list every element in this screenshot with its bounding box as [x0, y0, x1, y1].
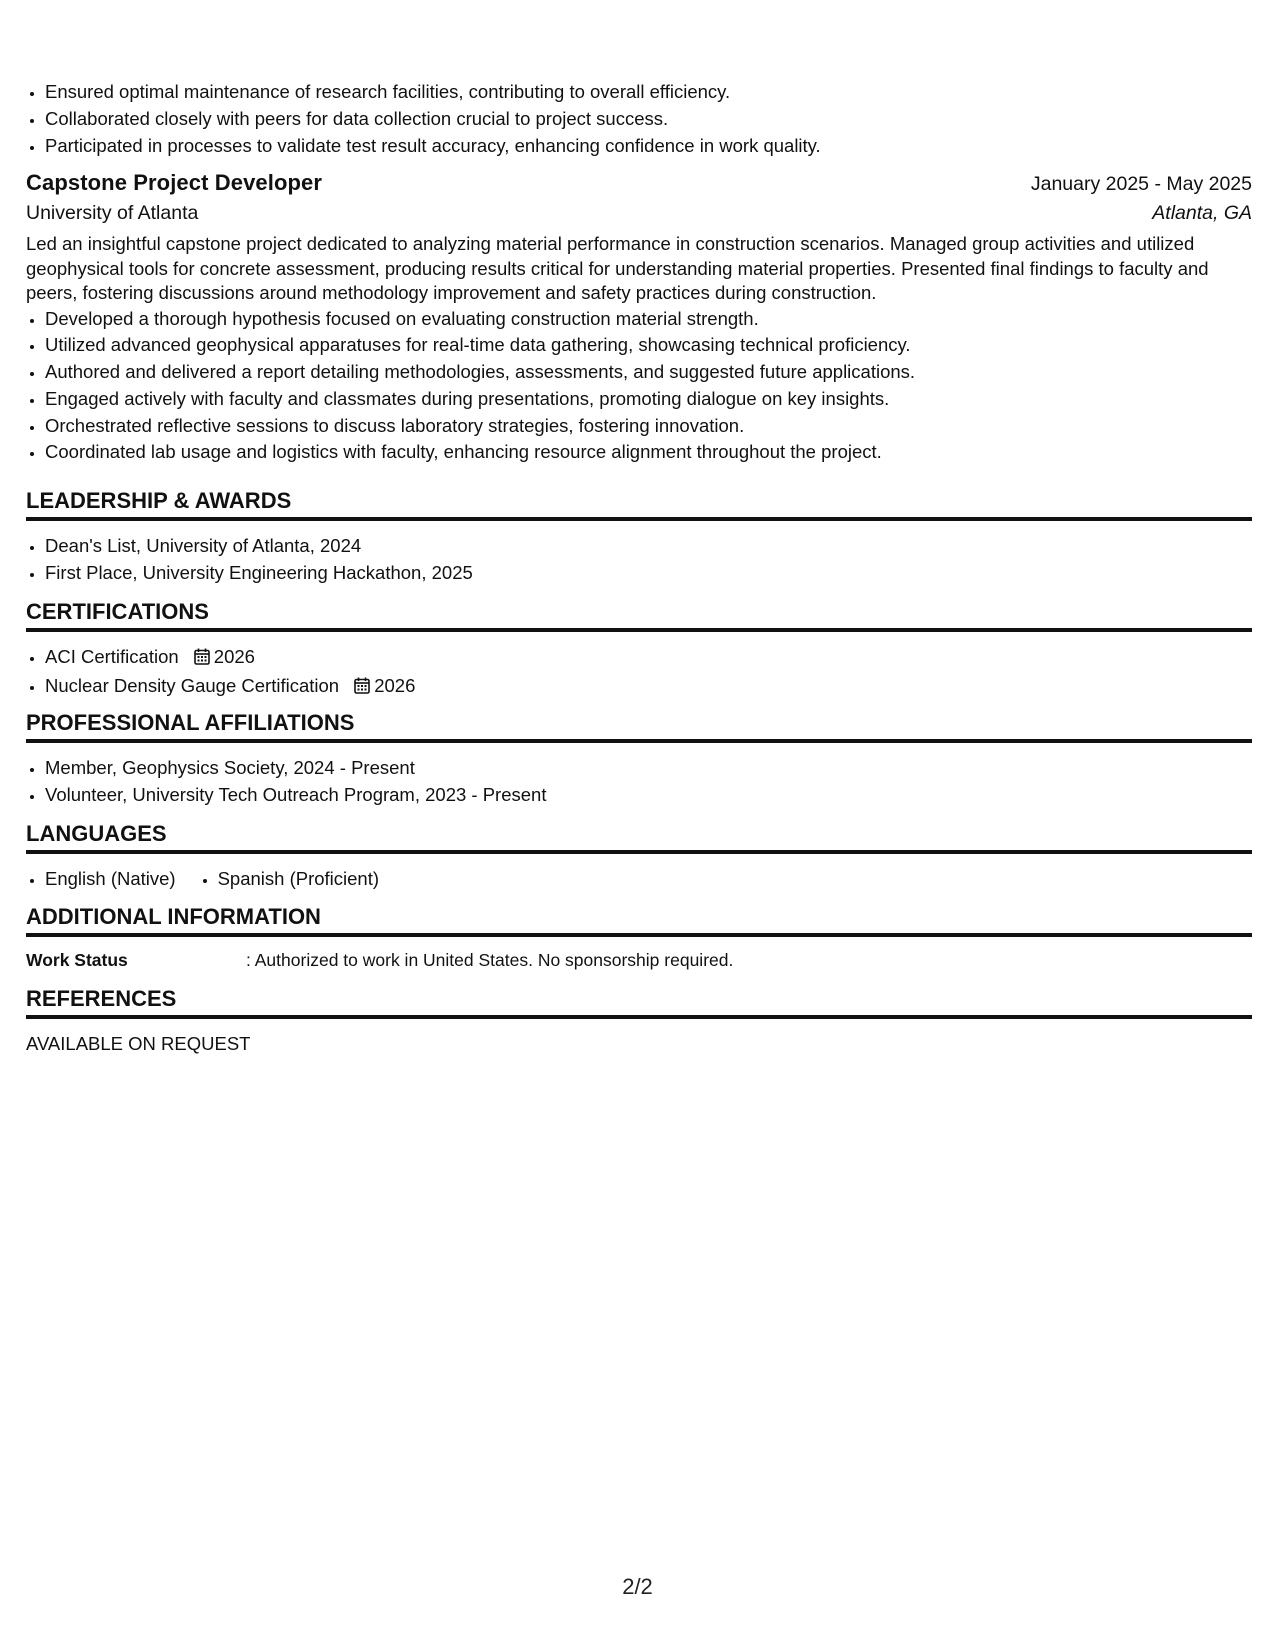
certification-item: [45, 643, 1271, 672]
work-status-row: [26, 950, 1252, 971]
list-item: • English (Native): [45, 865, 176, 892]
list-item: • Participated in processes to validate test result accuracy, enhancing confidence in work quality.: [45, 132, 1271, 159]
work-status-label: Work Status: [26, 950, 128, 970]
job-title: Capstone Project Developer: [26, 170, 323, 195]
calendar-icon: [354, 674, 370, 701]
references-text: AVAILABLE ON REQUEST: [26, 1033, 251, 1054]
list-item: • Engaged actively with faculty and classmates during presentations, promoting dialogue on key insights.: [45, 386, 1252, 413]
list-item: • Authored and delivered a report detailing methodologies, assessments, and suggested future applications.: [45, 359, 1252, 386]
list-item: • Utilized advanced geophysical apparatuses for real-time data gathering, showcasing technical proficiency.: [45, 332, 1252, 359]
affiliations-list: [26, 754, 1271, 808]
job-summary: Led an insightful capstone project dedicated to analyzing material performance in construction scenarios. Managed group activities and utilized geophysical tools for concrete assessment, producing results critical for understanding material properties. Presented final findings to faculty and peers, fostering discussions around methodology improvement and safety practices during construction.: [26, 233, 1209, 303]
certification-name: ACI Certification: [45, 646, 179, 667]
job-dates: January 2025 - May 2025: [1030, 173, 1252, 195]
section-heading-leadership: LEADERSHIP & AWARDS: [26, 489, 1252, 521]
list-item: • Collaborated closely with peers for data collection crucial to project success.: [45, 105, 1271, 132]
list-item: • Developed a thorough hypothesis focused on evaluating construction material strength.: [45, 306, 1252, 333]
section-heading-references: REFERENCES: [26, 987, 1252, 1019]
capstone-experience-entry: [26, 170, 1252, 466]
certification-name: Nuclear Density Gauge Certification: [45, 675, 340, 696]
previous-job-bullet-list: [26, 78, 1271, 159]
job-location: Atlanta, GA: [1152, 202, 1252, 224]
languages-list: [26, 865, 1271, 892]
list-item: • Volunteer, University Tech Outreach Program, 2023 - Present: [45, 781, 1271, 808]
page-number: 2/2: [622, 1574, 653, 1599]
leadership-list: [26, 532, 1271, 586]
certification-year: 2026: [213, 646, 255, 667]
section-heading-languages: LANGUAGES: [26, 822, 1252, 854]
job-bullet-list: [26, 306, 1252, 467]
certification-item: [45, 672, 1271, 701]
job-organization: University of Atlanta: [26, 202, 199, 224]
list-item: • Member, Geophysics Society, 2024 - Present: [45, 754, 1271, 781]
list-item: • Coordinated lab usage and logistics with faculty, enhancing resource alignment throughout the project.: [45, 439, 1252, 466]
list-item: • Dean's List, University of Atlanta, 2024: [45, 532, 1271, 559]
certification-year: 2026: [374, 675, 416, 696]
list-item: • Spanish (Proficient): [218, 865, 379, 892]
section-heading-additional-information: ADDITIONAL INFORMATION: [26, 905, 1252, 937]
certifications-list: [26, 643, 1271, 701]
list-item: • Orchestrated reflective sessions to discuss laboratory strategies, fostering innovation.: [45, 413, 1252, 440]
list-item: • Ensured optimal maintenance of research facilities, contributing to overall efficiency.: [45, 78, 1271, 105]
list-item: • First Place, University Engineering Hackathon, 2025: [45, 559, 1271, 586]
calendar-icon: [194, 645, 210, 672]
resume-page: [26, 0, 1252, 1650]
work-status-value: : Authorized to work in United States. No sponsorship required.: [246, 950, 734, 970]
section-heading-affiliations: PROFESSIONAL AFFILIATIONS: [26, 711, 1252, 743]
section-heading-certifications: CERTIFICATIONS: [26, 600, 1252, 632]
